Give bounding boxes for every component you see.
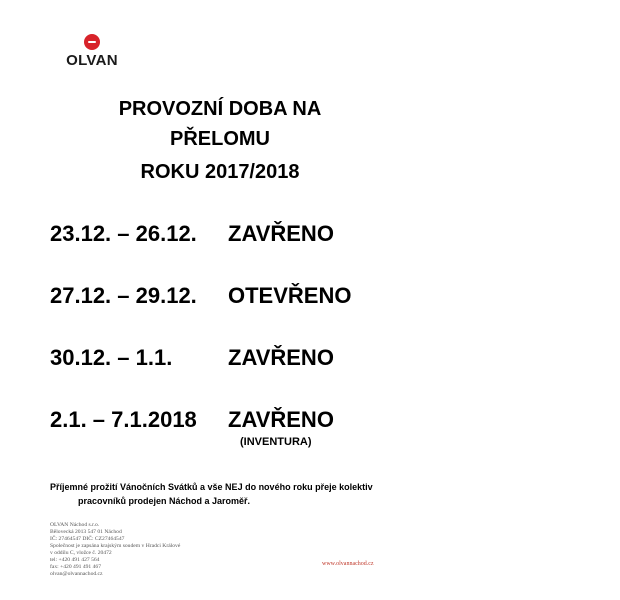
- company-footer: [50, 522, 250, 578]
- footer-fax: fax: +420 491 491 467: [50, 564, 102, 570]
- footer-ids: IČ: 27464547 DIČ: CZ27464547: [50, 536, 125, 542]
- schedule-dates-3: 30.12. – 1.1.: [50, 345, 173, 370]
- title-line-2: PŘELOMU: [170, 128, 270, 150]
- greeting-message: [50, 480, 380, 508]
- footer-registry-section: v oddílu C, vložce č. 20472: [50, 550, 112, 556]
- schedule-status-1: ZAVŘENO: [228, 221, 334, 246]
- schedule-dates-1: 23.12. – 26.12.: [50, 221, 197, 246]
- logo-mark-icon: [84, 34, 100, 50]
- schedule-dates-2: 27.12. – 29.12.: [50, 283, 197, 308]
- footer-company: OLVAN Náchod s.r.o.: [50, 522, 100, 528]
- greeting-line-1: Příjemné prožití Vánočních Svátků a vše NEJ do nového roku přeje kolektiv: [50, 482, 373, 492]
- schedule-dates-4: 2.1. – 7.1.2018: [50, 407, 197, 432]
- website-link[interactable]: www.olvannachod.cz: [322, 561, 374, 567]
- title-line-3: ROKU 2017/2018: [140, 161, 300, 183]
- schedule-status-2: OTEVŘENO: [228, 283, 352, 308]
- logo-wordmark: OLVAN: [66, 52, 118, 69]
- greeting-line-2: pracovníků prodejen Náchod a Jaroměř.: [78, 496, 251, 506]
- olvan-logo: [62, 34, 122, 70]
- footer-registry: Společnost je zapsána krajským soudem v Hradci Králové: [50, 543, 181, 549]
- schedule-status-4: ZAVŘENO: [228, 407, 334, 432]
- title-line-1: PROVOZNÍ DOBA NA: [118, 98, 322, 120]
- footer-phone: tel: +420 491 427 564: [50, 557, 100, 563]
- footer-address: Bělovecká 2013 547 01 Náchod: [50, 529, 122, 535]
- inventory-note: (INVENTURA): [240, 436, 312, 448]
- schedule-status-3: ZAVŘENO: [228, 345, 334, 370]
- footer-email[interactable]: olvan@olvannachod.cz: [50, 571, 103, 577]
